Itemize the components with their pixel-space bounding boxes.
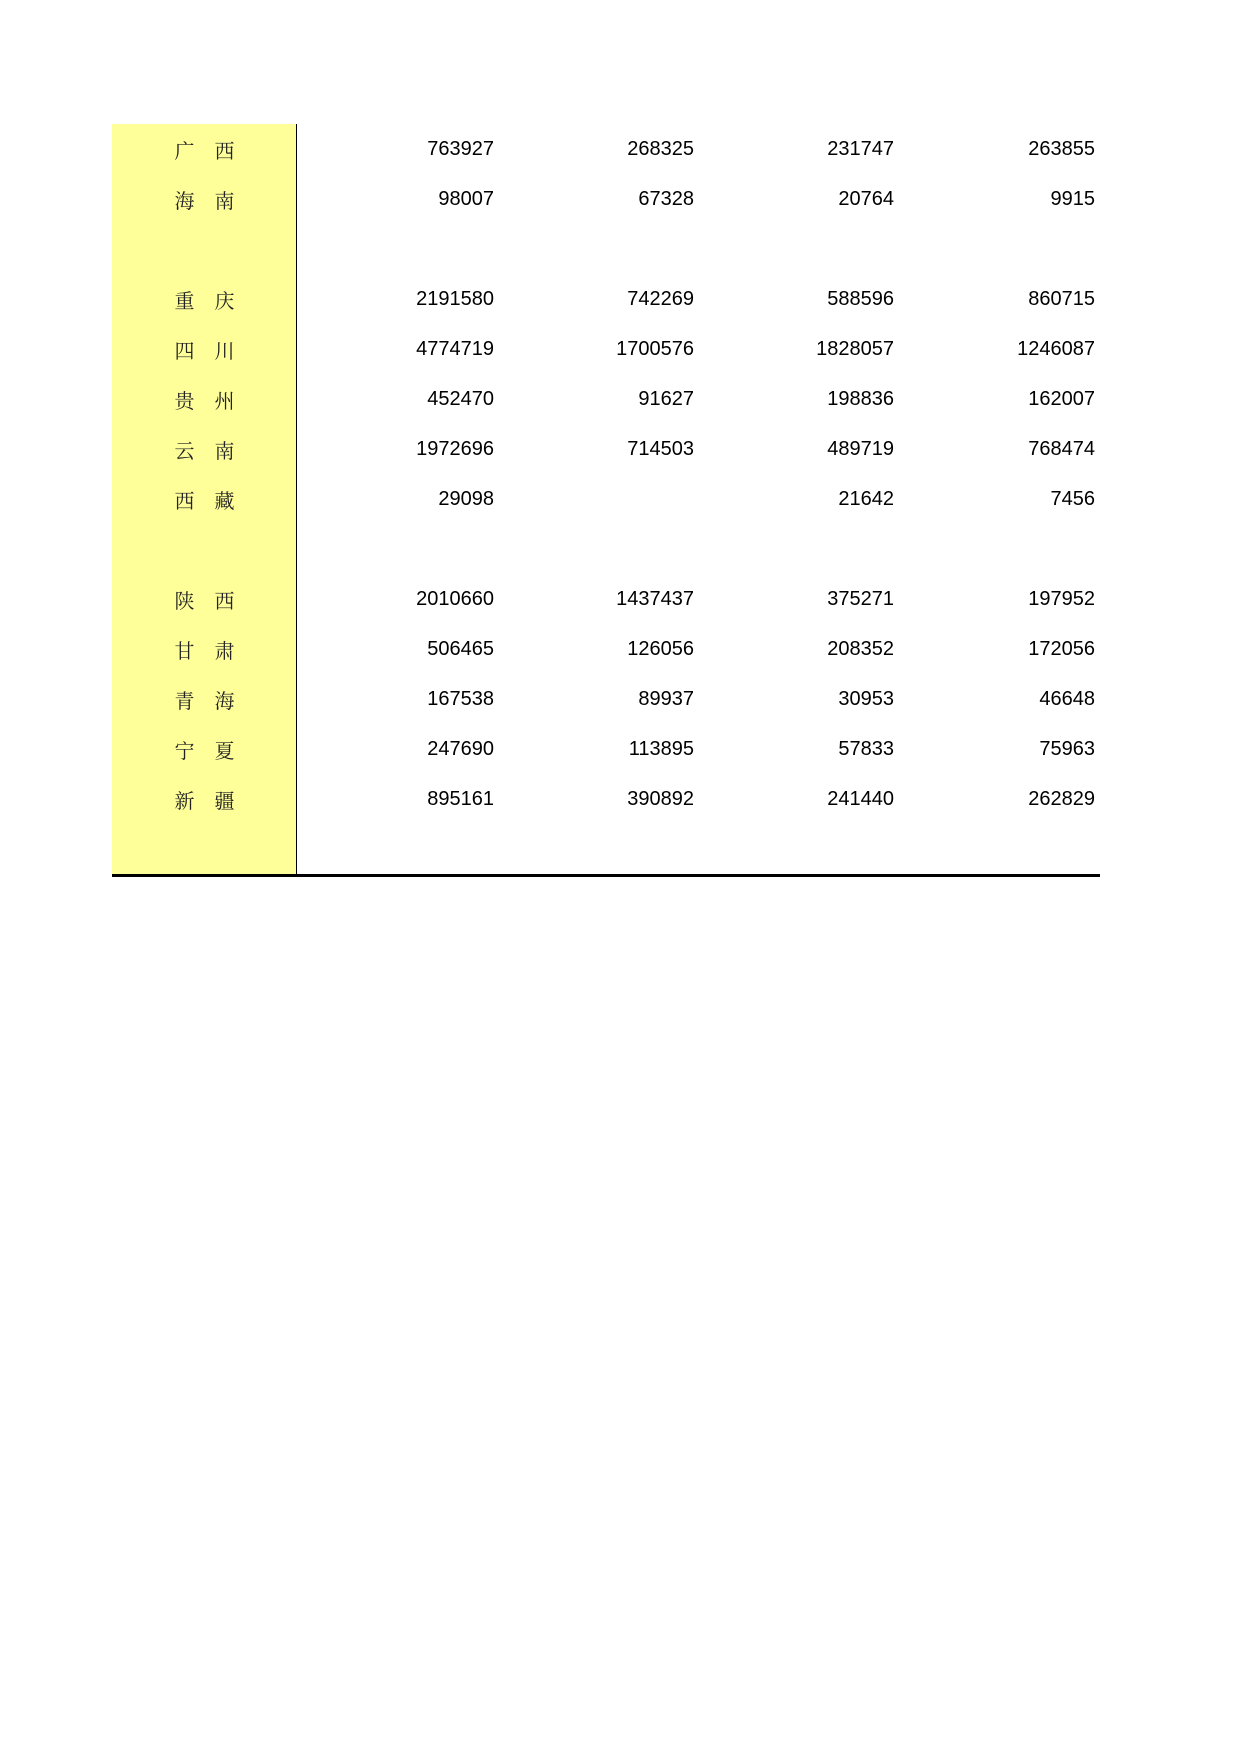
value-col-3: 241440 — [827, 787, 894, 810]
value-col-1: 167538 — [427, 687, 494, 710]
region-name: 新疆 — [174, 788, 255, 813]
region-name: 青海 — [174, 688, 255, 713]
value-col-2: 1700576 — [616, 337, 694, 360]
value-col-1: 2010660 — [416, 587, 494, 610]
value-col-4: 9915 — [1050, 187, 1095, 210]
value-col-4: 263855 — [1028, 137, 1095, 160]
region-name: 海南 — [174, 188, 255, 213]
value-col-2: 714503 — [627, 437, 694, 460]
value-col-4: 162007 — [1028, 387, 1095, 410]
table-row — [112, 774, 1100, 824]
value-col-1: 98007 — [438, 187, 494, 210]
value-col-2: 89937 — [638, 687, 694, 710]
value-col-2: 91627 — [638, 387, 694, 410]
value-col-3: 375271 — [827, 587, 894, 610]
value-col-3: 20764 — [838, 187, 894, 210]
value-col-3: 198836 — [827, 387, 894, 410]
value-col-1: 895161 — [427, 787, 494, 810]
value-col-2 — [514, 474, 694, 524]
value-col-2: 1437437 — [616, 587, 694, 610]
value-col-1: 506465 — [427, 637, 494, 660]
region-name: 甘肃 — [174, 638, 255, 663]
table-row — [112, 474, 1100, 524]
value-col-2: 390892 — [627, 787, 694, 810]
table-bottom-rule — [112, 874, 1100, 877]
value-col-4: 768474 — [1028, 437, 1095, 460]
value-col-2: 742269 — [627, 287, 694, 310]
value-col-1: 4774719 — [416, 337, 494, 360]
value-col-2: 126056 — [627, 637, 694, 660]
region-name: 陕西 — [174, 588, 255, 613]
value-col-1: 452470 — [427, 387, 494, 410]
value-col-4: 1246087 — [1017, 337, 1095, 360]
value-col-3: 21642 — [838, 487, 894, 510]
region-name: 云南 — [174, 438, 255, 463]
table-row — [112, 124, 1100, 174]
table-row — [112, 574, 1100, 624]
table-row — [112, 274, 1100, 324]
value-col-4: 262829 — [1028, 787, 1095, 810]
value-col-2: 268325 — [627, 137, 694, 160]
value-col-1: 763927 — [427, 137, 494, 160]
value-col-3: 231747 — [827, 137, 894, 160]
region-name: 宁夏 — [174, 738, 255, 763]
value-col-4: 46648 — [1039, 687, 1095, 710]
value-col-4: 172056 — [1028, 637, 1095, 660]
value-col-3: 1828057 — [816, 337, 894, 360]
table-row — [112, 374, 1100, 424]
region-name: 广西 — [174, 138, 255, 163]
table-row — [112, 724, 1100, 774]
region-name: 四川 — [174, 338, 255, 363]
table-row — [112, 424, 1100, 474]
value-col-3: 208352 — [827, 637, 894, 660]
table-row — [112, 674, 1100, 724]
table-row — [112, 174, 1100, 224]
value-col-1: 2191580 — [416, 287, 494, 310]
value-col-1: 29098 — [438, 487, 494, 510]
region-name: 重庆 — [174, 288, 255, 313]
value-col-3: 588596 — [827, 287, 894, 310]
spreadsheet-table — [112, 124, 1100, 875]
value-col-4: 860715 — [1028, 287, 1095, 310]
region-name: 西藏 — [174, 488, 255, 513]
value-col-2: 113895 — [628, 737, 694, 760]
value-col-4: 7456 — [1050, 487, 1095, 510]
table-row — [112, 624, 1100, 674]
value-col-3: 57833 — [838, 737, 894, 760]
value-col-1: 247690 — [427, 737, 494, 760]
value-col-3: 30953 — [838, 687, 894, 710]
table-row — [112, 324, 1100, 374]
value-col-2: 67328 — [638, 187, 694, 210]
value-col-1: 1972696 — [416, 437, 494, 460]
region-name: 贵州 — [174, 388, 255, 413]
value-col-4: 197952 — [1028, 587, 1095, 610]
value-col-4: 75963 — [1039, 737, 1095, 760]
value-col-3: 489719 — [827, 437, 894, 460]
